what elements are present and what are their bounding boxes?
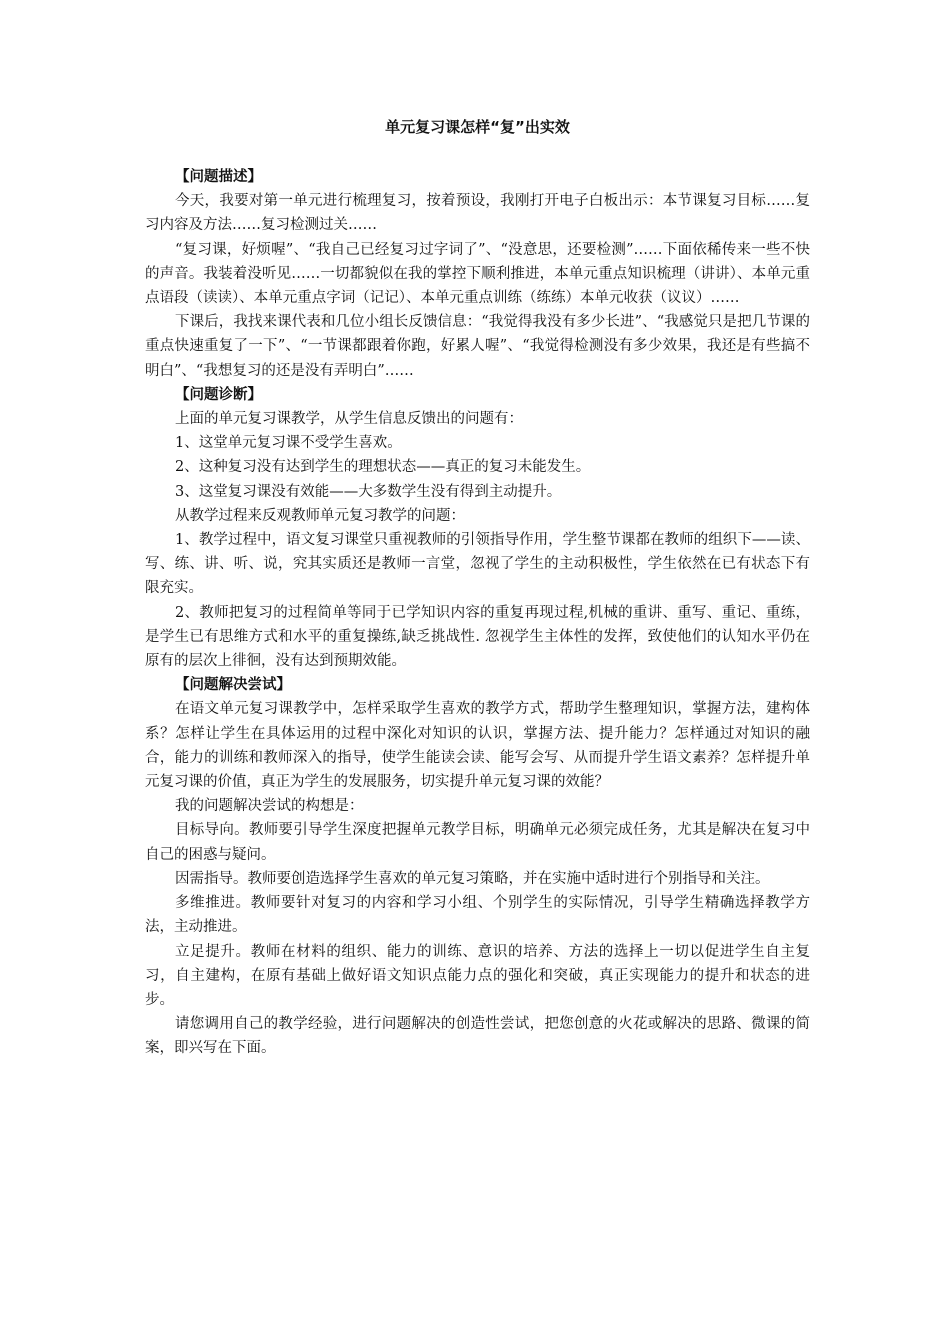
paragraph: 2、教师把复习的过程简单等同于已学知识内容的重复再现过程,机械的重讲、重写、重记、重练，是学生已有思维方式和水平的重复操练,缺乏挑战性. 忽视学生主体性的发挥，致使他们的认知水平仍在原有的层次上徘徊，没有达到预期效能。 — [145, 604, 810, 670]
paragraph: 因需指导。教师要创造选择学生喜欢的单元复习策略，并在实施中适时进行个别指导和关注。 — [175, 870, 770, 887]
paragraph: 3、这堂复习课没有效能——大多数学生没有得到主动提升。 — [175, 483, 562, 500]
paragraph: 上面的单元复习课教学，从学生信息反馈出的问题有： — [175, 411, 523, 428]
paragraph: 立足提升。教师在材料的组织、能力的训练、意识的培养、方法的选择上一切以促进学生自主复习，自主建构，在原有基础上做好语文知识点能力点的强化和突破，真正实现能力的提升和状态的进步。 — [145, 943, 810, 1008]
paragraph: 2、这种复习没有达到学生的理想状态——真正的复习未能发生。 — [175, 459, 591, 476]
paragraph: 目标导向。教师要引导学生深度把握单元教学目标，明确单元必须完成任务，尤其是解决在复习中自己的困惑与疑问。 — [145, 822, 810, 863]
paragraph: 从教学过程来反观教师单元复习教学的问题： — [175, 507, 465, 524]
paragraph: 1、这堂单元复习课不受学生喜欢。 — [175, 435, 402, 452]
section-problem-description — [145, 165, 810, 383]
section-heading: 【问题诊断】 — [175, 386, 262, 403]
document-page — [145, 115, 810, 1061]
section-heading: 【问题描述】 — [175, 169, 262, 185]
paragraph: 1、教学过程中，语文复习课堂只重视教师的引领指导作用，学生整节课都在教师的组织下——读、写、练、讲、听、说，究其实质还是教师一言堂，忽视了学生的主动积极性，学生依然在已有状态下有限充实。 — [145, 532, 810, 597]
paragraph: 我的问题解决尝试的构想是： — [175, 798, 364, 815]
paragraph: 请您调用自己的教学经验，进行问题解决的创造性尝试，把您创意的火花或解决的思路、微课的简案，即兴写在下面。 — [145, 1016, 810, 1057]
paragraph: 今天，我要对第一单元进行梳理复习，按着预设，我刚打开电子白板出示：本节课复习目标……复习内容及方法……复习检测过关…… — [145, 193, 810, 234]
document-title: 单元复习课怎样“复”出实效 — [385, 118, 570, 136]
section-heading: 【问题解决尝试】 — [175, 677, 291, 694]
section-problem-solving — [145, 673, 810, 1060]
paragraph: 在语文单元复习课教学中，怎样采取学生喜欢的教学方式，帮助学生整理知识，掌握方法，建构体系？怎样让学生在具体运用的过程中深化对知识的认识，掌握方法、提升能力？怎样通过对知识的融合，能力的训练和教师深入的指导，使学生能读会读、能写会写、从而提升学生语文素养？怎样提升单元复习课的价值，真正为学生的发展服务，切实提升单元复习课的效能？ — [145, 701, 810, 791]
section-problem-diagnosis — [145, 383, 810, 673]
paragraph: “复习课，好烦喔”、“我自己已经复习过字词了”、“没意思，还要检测”……下面依稀传来一些不快的声音。我装着没听见……一切都貌似在我的掌控下顺利推进，本单元重点知识梳理（讲讲）、本单元重点语段（读读）、本单元重点字词（记记）、本单元重点训练（练练）本单元收获（议议）…… — [145, 241, 810, 307]
paragraph: 下课后，我找来课代表和几位小组长反馈信息：“我觉得我没有多少长进”、“我感觉只是把几节课的重点快速重复了一下”、“一节课都跟着你跑，好累人喔”、“我觉得检测没有多少效果，我还是有些搞不明白”、“我想复习的还是没有弄明白”…… — [145, 314, 810, 379]
paragraph: 多维推进。教师要针对复习的内容和学习小组、个别学生的实际情况，引导学生精确选择教学方法，主动推进。 — [145, 895, 810, 936]
